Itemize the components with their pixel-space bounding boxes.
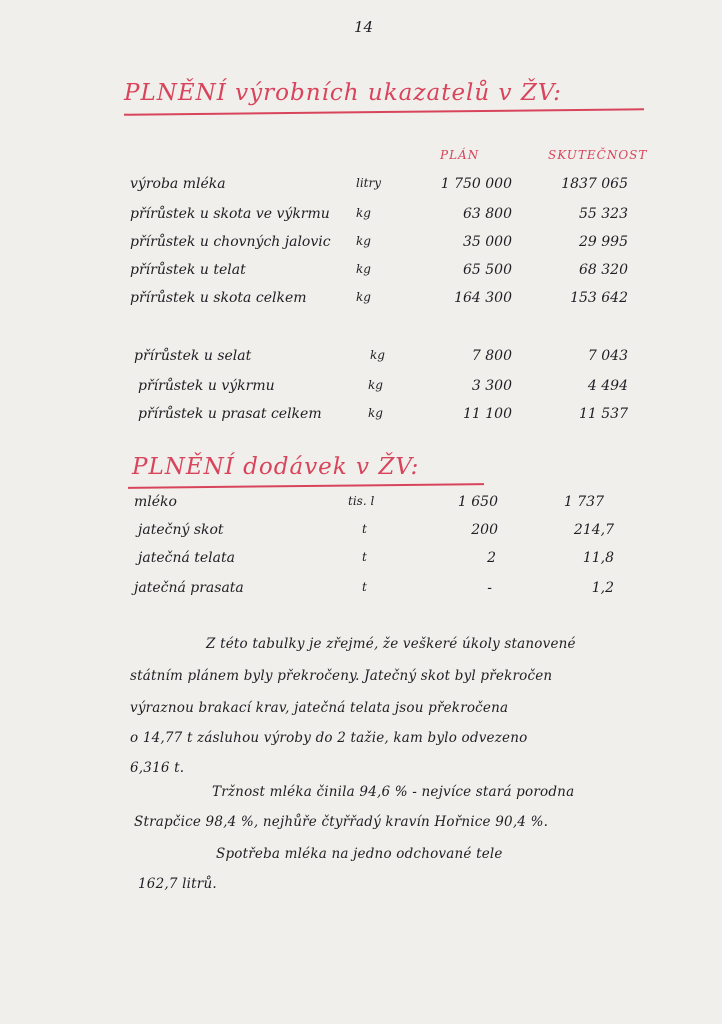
row-plan-value: 1 750 000 xyxy=(440,176,512,192)
row-plan-value: 3 300 xyxy=(471,378,512,394)
row-actual-value: 214,7 xyxy=(573,522,614,538)
paragraph-line: 162,7 litrů. xyxy=(138,876,217,892)
row-label: jatečná telata xyxy=(138,550,235,566)
paragraph-line: o 14,77 t zásluhou výroby do 2 tažie, kam bylo odvezeno xyxy=(130,730,528,746)
row-unit: kg xyxy=(370,348,385,362)
row-actual-value: 11,8 xyxy=(582,550,614,566)
table-row xyxy=(0,580,722,602)
table-row xyxy=(0,234,722,256)
row-plan-value: 11 100 xyxy=(463,406,512,422)
row-label: jatečná prasata xyxy=(134,580,244,596)
row-actual-value: 29 995 xyxy=(579,234,628,250)
row-actual-value: 11 537 xyxy=(579,406,628,422)
paragraph-line: Tržnost mléka činila 94,6 % - nejvíce stará porodna xyxy=(212,784,575,800)
section-title-production: PLNĚNÍ výrobních ukazatelů v ŽV: xyxy=(124,80,562,106)
row-label: výroba mléka xyxy=(130,176,226,192)
row-actual-value: 153 642 xyxy=(570,290,628,306)
table-row xyxy=(0,550,722,572)
row-unit: kg xyxy=(368,406,383,420)
section-title-deliveries: PLNĚNÍ dodávek v ŽV: xyxy=(132,454,420,480)
row-unit: tis. l xyxy=(348,494,375,508)
table-row xyxy=(0,176,722,198)
column-header-actual: SKUTEČNOST xyxy=(548,148,648,162)
row-unit: kg xyxy=(368,378,383,392)
row-actual-value: 1 737 xyxy=(563,494,604,510)
row-label: jatečný skot xyxy=(138,522,224,538)
row-actual-value: 1837 065 xyxy=(561,176,628,192)
paragraph-line: výraznou brakací krav, jatečná telata jsou překročena xyxy=(130,700,509,716)
row-plan-value: 7 800 xyxy=(471,348,512,364)
row-unit: t xyxy=(362,522,367,536)
title-underline xyxy=(124,108,644,115)
row-plan-value: 63 800 xyxy=(463,206,512,222)
table-row xyxy=(0,290,722,312)
row-unit: kg xyxy=(356,234,371,248)
row-unit: t xyxy=(362,580,367,594)
row-plan-value: 1 650 xyxy=(457,494,498,510)
row-plan-value: - xyxy=(487,580,492,596)
row-label: přírůstek u výkrmu xyxy=(138,378,275,394)
row-actual-value: 4 494 xyxy=(587,378,628,394)
row-plan-value: 35 000 xyxy=(463,234,512,250)
table-row xyxy=(0,522,722,544)
row-unit: kg xyxy=(356,206,371,220)
row-actual-value: 55 323 xyxy=(579,206,628,222)
row-actual-value: 68 320 xyxy=(579,262,628,278)
row-plan-value: 2 xyxy=(487,550,496,566)
row-label: přírůstek u selat xyxy=(134,348,252,364)
row-label: přírůstek u skota ve výkrmu xyxy=(130,206,330,222)
row-plan-value: 164 300 xyxy=(454,290,512,306)
row-plan-value: 65 500 xyxy=(463,262,512,278)
table-row xyxy=(0,378,722,400)
table-row xyxy=(0,206,722,228)
row-unit: litry xyxy=(356,176,382,190)
table-row xyxy=(0,406,722,428)
row-label: přírůstek u prasat celkem xyxy=(138,406,322,422)
paragraph-line: Spotřeba mléka na jedno odchované tele xyxy=(216,846,503,862)
row-unit: kg xyxy=(356,290,371,304)
paragraph-line: 6,316 t. xyxy=(130,760,185,776)
table-row xyxy=(0,348,722,370)
row-unit: t xyxy=(362,550,367,564)
table-row xyxy=(0,494,722,516)
row-actual-value: 7 043 xyxy=(587,348,628,364)
paragraph-line: Strapčice 98,4 %, nejhůře čtyřřadý kravín Hořnice 90,4 %. xyxy=(134,814,549,830)
column-header-plan: PLÁN xyxy=(440,148,480,162)
row-unit: kg xyxy=(356,262,371,276)
title-underline xyxy=(128,483,484,489)
row-label: přírůstek u skota celkem xyxy=(130,290,307,306)
paragraph-line: státním plánem byly překročeny. Jatečný skot byl překročen xyxy=(130,668,553,684)
row-actual-value: 1,2 xyxy=(591,580,614,596)
paragraph-line: Z této tabulky je zřejmé, že veškeré úkoly stanovené xyxy=(206,636,576,652)
row-label: přírůstek u telat xyxy=(130,262,246,278)
row-plan-value: 200 xyxy=(471,522,498,538)
table-row xyxy=(0,262,722,284)
page-number: 14 xyxy=(354,18,374,36)
row-label: přírůstek u chovných jalovic xyxy=(130,234,331,250)
row-label: mléko xyxy=(134,494,177,510)
